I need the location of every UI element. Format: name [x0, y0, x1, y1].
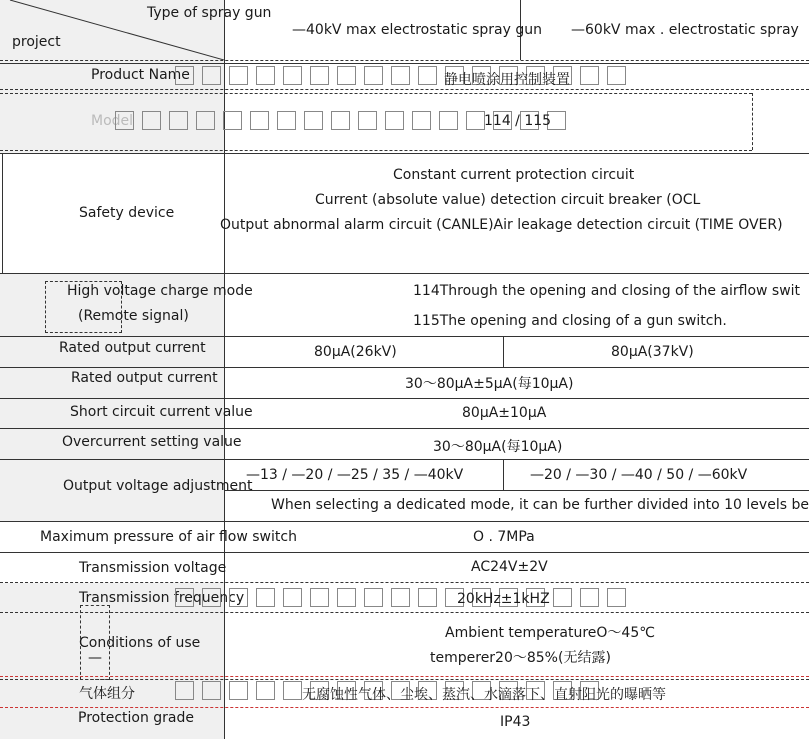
output-voltage-note: When selecting a dedicated mode, it can be further divided into 10 levels be: [271, 497, 809, 513]
row-line: [0, 459, 809, 460]
rated-current-label-2: Rated output current: [71, 370, 218, 386]
row-line: [0, 428, 809, 429]
gun-40kv-header: —40kV max electrostatic spray gun: [292, 22, 542, 38]
rated-current-40kv: 80μA(26kV): [314, 344, 397, 360]
short-circuit-label: Short circuit current value: [70, 404, 253, 420]
row-line: [0, 273, 809, 274]
gas-label: 气体组分: [79, 686, 135, 702]
output-voltage-label: Output voltage adjustment: [63, 478, 253, 494]
rated-current-label: Rated output current: [59, 340, 206, 356]
protection-grade-label: Protection grade: [78, 710, 194, 726]
row-line: [0, 60, 809, 61]
row-line: [0, 153, 809, 154]
row-line: [0, 676, 809, 677]
product-name-value: 静电喷涂用控制装置: [444, 72, 570, 88]
ambient-temperature: Ambient temperatureO～45℃: [445, 625, 655, 641]
row-line: [0, 582, 809, 583]
overcurrent-value: 30～80μA(每10μA): [433, 439, 563, 455]
safety-line-1: Constant current protection circuit: [393, 167, 635, 183]
row-line: [0, 150, 752, 151]
rated-divider: [503, 337, 504, 367]
hv-mode-line-2: 115The opening and closing of a gun switch.: [413, 313, 727, 329]
product-name-label: Product Name: [91, 67, 190, 83]
protection-grade-value: IP43: [500, 714, 531, 730]
safety-device-label: Safety device: [79, 205, 175, 221]
trans-frequency-label: Transmission frequency: [79, 590, 245, 606]
row-line: [0, 93, 752, 94]
output-voltage-40kv: —13 / —20 / —25 / 35 / —40kV: [246, 467, 464, 483]
safety-left-border: [2, 153, 3, 273]
air-pressure-label: Maximum pressure of air flow switch: [40, 529, 297, 545]
row-line: [0, 679, 809, 680]
hv-mode-line-1: 114Through the opening and closing of the airflow swit: [413, 283, 801, 299]
row-line: [0, 612, 809, 613]
model-value: 114 / 115: [484, 113, 552, 129]
row-line: [0, 521, 809, 522]
conditions-label: Conditions of use: [79, 635, 201, 651]
humidity-range: temperer20～85%(无结露): [430, 650, 611, 666]
project-label: project: [12, 34, 61, 50]
hv-mode-sublabel: (Remote signal): [78, 308, 189, 324]
rated-current-60kv: 80μA(37kV): [611, 344, 694, 360]
row-line: [0, 336, 809, 337]
spray-gun-type-label: Type of spray gun: [147, 5, 272, 21]
conditions-dash: —: [88, 650, 102, 666]
hv-mode-label: High voltage charge mode: [67, 283, 253, 299]
trans-voltage-label: Transmission voltage: [79, 560, 227, 576]
row-line: [0, 707, 809, 708]
row-line: [0, 398, 809, 399]
row-line: [0, 552, 809, 553]
gun-60kv-header: —60kV max . electrostatic spray: [571, 22, 799, 38]
trans-frequency-value: 20kHz±1kHZ: [457, 591, 550, 607]
model-label: Model: [91, 113, 134, 129]
row-line: [0, 89, 809, 90]
voltage-divider: [503, 460, 504, 490]
row-line: [224, 490, 809, 491]
row-line: [0, 63, 809, 64]
gas-value: 无腐蚀性气体、尘埃、蒸汽、水滴落下、直射阳光的曝晒等: [302, 687, 666, 703]
safety-line-2: Current (absolute value) detection circuit breaker (OCL: [315, 192, 701, 208]
safety-line-3: Output abnormal alarm circuit (CANLE)Air leakage detection circuit (TIME OVER): [220, 217, 783, 233]
short-circuit-value: 80μA±10μA: [462, 405, 547, 421]
output-voltage-60kv: —20 / —30 / —40 / 50 / —60kV: [530, 467, 748, 483]
trans-frequency-boxes: [175, 588, 634, 608]
air-pressure-value: O . 7MPa: [473, 529, 535, 545]
row-line: [0, 367, 809, 368]
rated-current-range: 30～80μA±5μA(每10μA): [405, 376, 574, 392]
overcurrent-label: Overcurrent setting value: [62, 434, 242, 450]
model-box-right: [752, 93, 753, 150]
trans-voltage-value: AC24V±2V: [471, 559, 548, 575]
